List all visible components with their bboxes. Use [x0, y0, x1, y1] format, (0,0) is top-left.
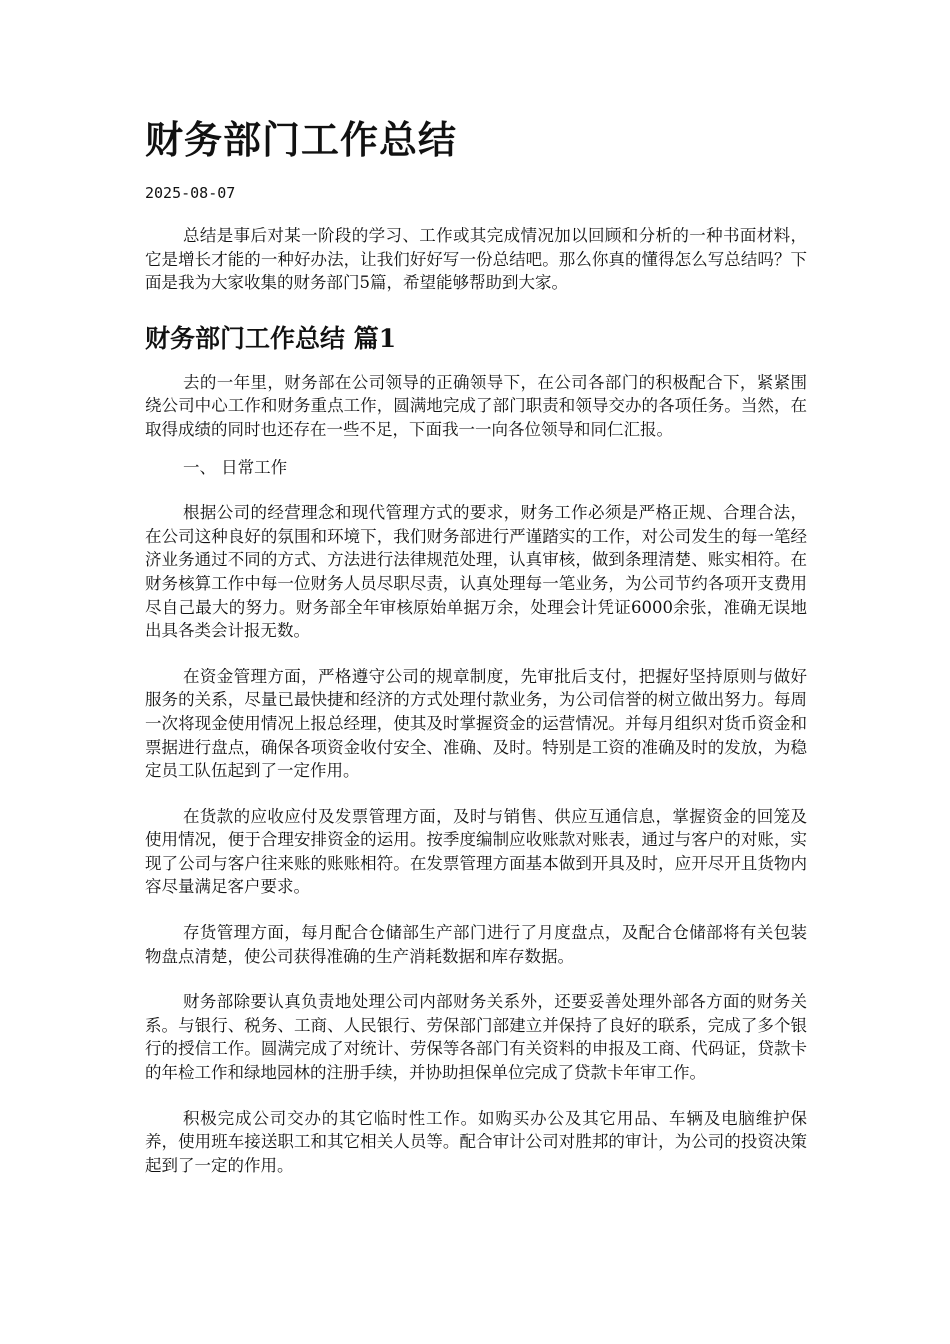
paragraph-2: 根据公司的经营理念和现代管理方式的要求，财务工作必须是严格正规、合理合法，在公司这种良好的氛围和环境下，我们财务部进行严谨踏实的工作，对公司发生的每一笔经济业务通过不同的方式、方法进行法律规范处理，认真审核，做到条理清楚、账实相符。在财务核算工作中每一位财务人员尽职尽责，认真处理每一笔业务，为公司节约各项开支费用尽自己最大的努力。财务部全年审核原始单据万余，处理会计凭证6000余张，准确无误地出具各类会计报无数。: [145, 503, 807, 641]
document-title: 财务部门工作总结: [145, 117, 458, 162]
document-date: 2025-08-07: [145, 184, 236, 202]
document-page: [145, 112, 807, 1177]
paragraph-4: 在货款的应收应付及发票管理方面，及时与销售、供应互通信息，掌握资金的回笼及使用情况，便于合理安排资金的运用。按季度编制应收账款对账表，通过与客户的对账，实现了公司与客户往来账的账账相符。在发票管理方面基本做到开具及时，应开尽开且货物内容尽量满足客户要求。: [145, 806, 807, 897]
paragraph-1: 去的一年里，财务部在公司领导的正确领导下，在公司各部门的积极配合下，紧紧围绕公司中心工作和财务重点工作，圆满地完成了部门职责和领导交办的各项任务。当然，在取得成绩的同时也还存在一些不足，下面我一一向各位领导和同仁汇报。: [145, 372, 807, 439]
paragraph-7: 积极完成公司交办的其它临时性工作。如购买办公及其它用品、车辆及电脑维护保养，使用班车接送职工和其它相关人员等。配合审计公司对胜邦的审计，为公司的投资决策起到了一定的作用。: [145, 1108, 807, 1175]
paragraph-3: 在资金管理方面，严格遵守公司的规章制度，先审批后支付，把握好坚持原则与做好服务的关系，尽量已最快捷和经济的方式处理付款业务，为公司信誉的树立做出努力。每周一次将现金使用情况上报总经理，使其及时掌握资金的运营情况。并每月组织对货币资金和票据进行盘点，确保各项资金收付安全、准确、及时。特别是工资的准确及时的发放，为稳定员工队伍起到了一定作用。: [145, 666, 807, 781]
intro-paragraph: 总结是事后对某一阶段的学习、工作或其完成情况加以回顾和分析的一种书面材料，它是增长才能的一种好办法，让我们好好写一份总结吧。那么你真的懂得怎么写总结吗？下面是我为大家收集的财务部门5篇，希望能够帮助到大家。: [145, 226, 807, 293]
section-title: 财务部门工作总结 篇1: [145, 323, 397, 353]
paragraph-5: 存货管理方面，每月配合仓储部生产部门进行了月度盘点，及配合仓储部将有关包装物盘点清楚，使公司获得准确的生产消耗数据和库存数据。: [145, 923, 807, 966]
paragraph-6: 财务部除要认真负责地处理公司内部财务关系外，还要妥善处理外部各方面的财务关系。与银行、税务、工商、人民银行、劳保部门部建立并保持了良好的联系，完成了多个银行的授信工作。圆满完成了对统计、劳保等各部门有关资料的申报及工商、代码证，贷款卡的年检工作和绿地园林的注册手续，并协助担保单位完成了贷款卡年审工作。: [145, 992, 807, 1083]
subheading-daily-work: 一、 日常工作: [182, 457, 288, 477]
